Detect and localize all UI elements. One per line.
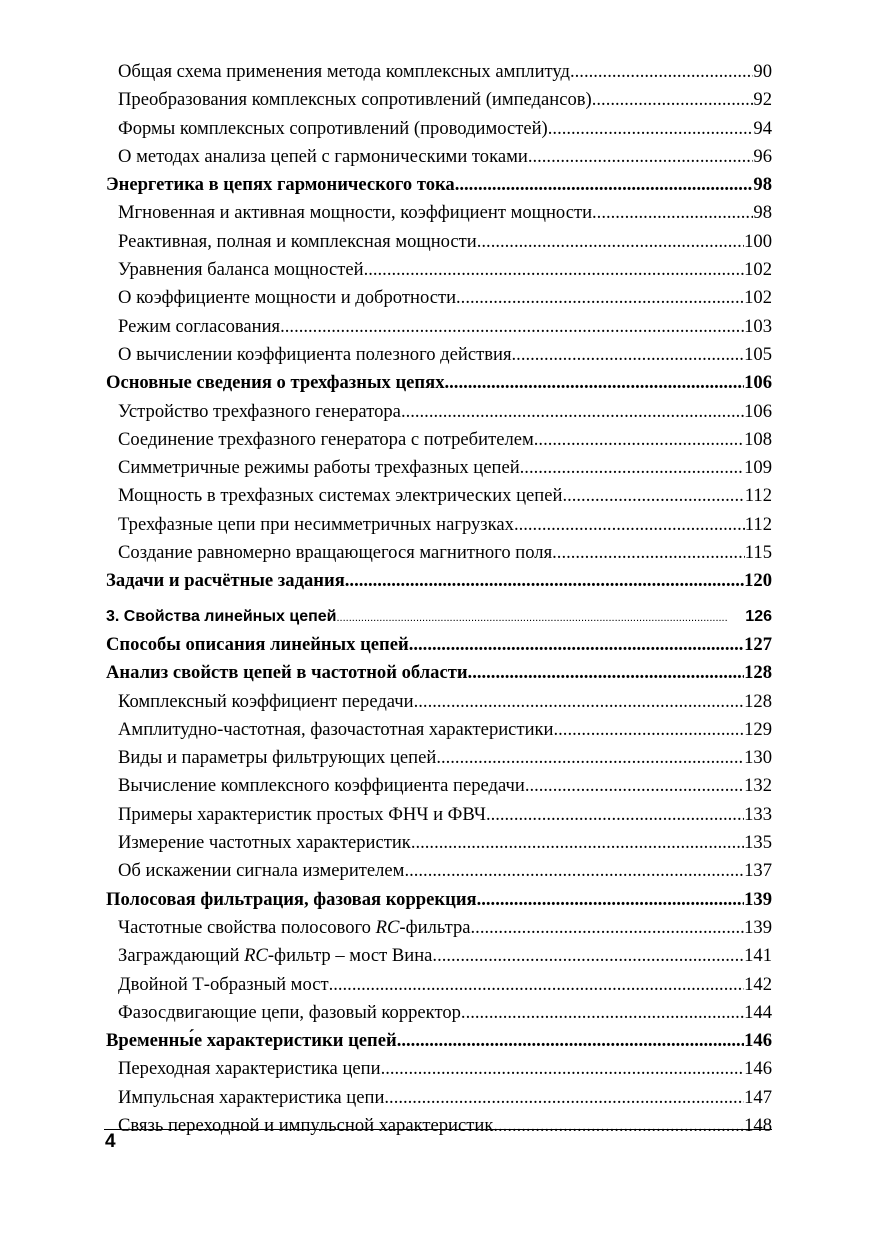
toc-entry-page: 112 [744, 513, 772, 535]
toc-entry-page: 147 [744, 1086, 772, 1108]
toc-entry-sub [106, 1112, 772, 1140]
toc-entry-title: Энергетика в цепях гармонического тока [106, 174, 455, 196]
toc-entry-title: Симметричные режимы работы трехфазных цепей [118, 457, 520, 479]
toc-entry-sect [106, 567, 772, 595]
dot-leader [493, 1112, 744, 1140]
toc-entry-page: 128 [744, 662, 772, 684]
toc-entry-sect [106, 886, 772, 914]
toc-entry-title: Частотные свойства полосового RC-фильтра [118, 916, 471, 938]
toc-entry-title: Измерение частотных характеристик [118, 832, 411, 854]
toc-entry-title: Примеры характеристик простых ФНЧ и ФВЧ [118, 803, 486, 825]
toc-entry-page: 146 [744, 1030, 772, 1052]
toc-entry-title: Соединение трехфазного генератора с потребителем [118, 428, 534, 450]
toc-entry-sect [106, 1027, 772, 1055]
dot-leader [548, 115, 754, 143]
toc-entry-sub [106, 744, 772, 772]
toc-entry-sub [106, 999, 772, 1027]
toc-entry-title: Реактивная, полная и комплексная мощности [118, 230, 477, 252]
toc-entry-sub [106, 58, 772, 86]
dot-leader [456, 284, 744, 312]
toc-entry-page: 128 [744, 690, 772, 712]
toc-entry-page: 137 [744, 860, 772, 882]
toc-entry-title: Вычисление комплексного коэффициента передачи [118, 775, 525, 797]
toc-entry-sub [106, 716, 772, 744]
toc-entry-sub [106, 341, 772, 369]
dot-leader [477, 886, 745, 914]
dot-leader [468, 659, 745, 687]
toc-entry-title: Режим согласования [118, 315, 281, 337]
toc-entry-sub [106, 454, 772, 482]
toc-entry-title: О методах анализа цепей с гармоническими токами [118, 145, 528, 167]
dot-leader [329, 971, 745, 999]
toc-entry-title: Формы комплексных сопротивлений (проводимостей) [118, 117, 548, 139]
dot-leader [592, 199, 753, 227]
toc-entry-title: Виды и параметры фильтрующих цепей [118, 747, 437, 769]
dot-leader [570, 58, 753, 86]
toc-entry-title: Основные сведения о трехфазных цепях [106, 372, 445, 394]
toc-entry-sub [106, 86, 772, 114]
toc-entry-sub [106, 1084, 772, 1112]
dot-leader [520, 454, 744, 482]
toc-entry-sub [106, 772, 772, 800]
dot-leader [436, 744, 744, 772]
toc-entry-sub [106, 1055, 772, 1083]
toc-entry-page: 130 [744, 747, 772, 769]
toc-entry-title: Трехфазные цепи при несимметричных нагрузках [118, 513, 514, 535]
toc-entry-sub [106, 914, 772, 942]
toc-entry-sub [106, 199, 772, 227]
dot-leader [401, 398, 744, 426]
toc-entry-sect [106, 631, 772, 659]
toc-entry-page: 92 [753, 89, 772, 111]
toc-entry-page: 98 [753, 202, 772, 224]
dot-leader [486, 801, 744, 829]
toc-entry-title: Мощность в трехфазных системах электрических цепей [118, 485, 563, 507]
toc-entry-title: Фазосдвигающие цепи, фазовый корректор [118, 1001, 461, 1023]
toc-entry-title: Преобразования комплексных сопротивлений (импедансов) [118, 89, 592, 111]
dot-leader [411, 829, 744, 857]
page-number: 4 [105, 1131, 116, 1152]
toc-entry-page: 129 [744, 718, 772, 740]
toc-entry-title: Мгновенная и активная мощности, коэффициент мощности [118, 202, 593, 224]
dot-leader [414, 688, 744, 716]
toc-entry-page: 106 [744, 372, 772, 394]
toc-entry-title: Импульсная характеристика цепи [118, 1086, 385, 1108]
toc-entry-sect [106, 171, 772, 199]
toc-entry-chap [106, 603, 772, 631]
dot-leader [512, 341, 745, 369]
toc-entry-sub [106, 313, 772, 341]
dot-leader [336, 604, 727, 632]
dot-leader [514, 511, 745, 539]
toc-entry-page: 94 [753, 117, 772, 139]
toc-entry-page: 108 [744, 428, 772, 450]
toc-entry-title: Амплитудно-частотная, фазочастотная характеристики [118, 718, 554, 740]
toc-entry-title: Уравнения баланса мощностей [118, 259, 364, 281]
dot-leader [477, 228, 744, 256]
dot-leader [592, 86, 754, 114]
toc-entry-sub [106, 426, 772, 454]
dot-leader [409, 631, 744, 659]
toc-entry-sect [106, 659, 772, 687]
toc-entry-page: 100 [744, 230, 772, 252]
dot-leader [562, 482, 744, 510]
toc-entry-page: 139 [744, 888, 772, 910]
dot-leader [552, 539, 745, 567]
dot-leader [525, 772, 744, 800]
toc-entry-title: Общая схема применения метода комплексных амплитуд [118, 61, 570, 82]
toc-entry-page: 148 [744, 1114, 772, 1136]
toc-entry-page: 141 [744, 945, 772, 967]
dot-leader [471, 914, 745, 942]
toc-entry-sub [106, 971, 772, 999]
toc-entry-sub [106, 143, 772, 171]
toc-entry-title: Создание равномерно вращающегося магнитного поля [118, 542, 553, 564]
toc-entry-sub [106, 256, 772, 284]
toc-entry-page: 120 [744, 570, 772, 592]
toc-entry-page: 106 [744, 400, 772, 422]
toc-entry-sub [106, 857, 772, 885]
toc-entry-title: Полосовая фильтрация, фазовая коррекция [106, 888, 477, 910]
toc-entry-page: 109 [744, 457, 772, 479]
toc-entry-page: 103 [744, 315, 772, 337]
toc-entry-page: 133 [744, 803, 772, 825]
toc-entry-title: Устройство трехфазного генератора [118, 400, 401, 422]
dot-leader [345, 567, 744, 595]
toc-entry-sub [106, 482, 772, 510]
toc-entry-page: 102 [744, 287, 772, 309]
toc-entry-title: Об искажении сигнала измерителем [118, 860, 405, 882]
dot-leader [528, 143, 754, 171]
dot-leader [432, 942, 744, 970]
dot-leader [404, 857, 744, 885]
dot-leader [445, 369, 745, 397]
toc-entry-page: 127 [744, 633, 772, 655]
toc-entry-page: 135 [744, 832, 772, 854]
toc-entry-page: 126 [745, 607, 772, 625]
table-of-contents [106, 58, 772, 1140]
toc-entry-title: Задачи и расчётные задания [106, 570, 345, 592]
toc-entry-sub [106, 398, 772, 426]
toc-entry-page: 112 [744, 485, 772, 507]
toc-entry-page: 102 [744, 259, 772, 281]
dot-leader [280, 313, 744, 341]
toc-entry-title: Временны́е характеристики цепей [106, 1030, 397, 1052]
toc-entry-sub [106, 539, 772, 567]
toc-entry-sub [106, 228, 772, 256]
toc-entry-page: 105 [744, 343, 772, 365]
dot-leader [534, 426, 744, 454]
dot-leader [397, 1027, 744, 1055]
toc-entry-title: Связь переходной и импульсной характеристик [118, 1114, 494, 1136]
toc-entry-page: 142 [744, 973, 772, 995]
toc-entry-page: 115 [744, 542, 772, 564]
toc-entry-page: 132 [744, 775, 772, 797]
toc-entry-title: 3. Свойства линейных цепей [106, 607, 337, 625]
toc-entry-title: Анализ свойств цепей в частотной области [106, 662, 468, 684]
toc-entry-sub [106, 115, 772, 143]
toc-entry-page: 96 [753, 145, 772, 167]
dot-leader [554, 716, 745, 744]
toc-entry-sub [106, 511, 772, 539]
toc-entry-title: Заграждающий RC-фильтр – мост Вина [118, 945, 433, 967]
toc-entry-title: Способы описания линейных цепей [106, 633, 409, 655]
dot-leader [455, 171, 754, 199]
toc-entry-sub [106, 688, 772, 716]
dot-leader [381, 1055, 745, 1083]
toc-entry-title: О коэффициенте мощности и добротности [118, 287, 457, 309]
toc-entry-page: 98 [753, 174, 772, 196]
toc-entry-page: 139 [744, 916, 772, 938]
dot-leader [384, 1084, 744, 1112]
toc-entry-page: 146 [744, 1058, 772, 1080]
toc-entry-title: Комплексный коэффициент передачи [118, 690, 414, 712]
toc-entry-title: О вычислении коэффициента полезного действия [118, 343, 512, 365]
footer-rule [104, 1129, 772, 1130]
toc-entry-page: 90 [753, 61, 772, 82]
toc-entry-page: 144 [744, 1001, 772, 1023]
dot-leader [364, 256, 745, 284]
toc-entry-sect [106, 369, 772, 397]
toc-entry-sub [106, 284, 772, 312]
toc-entry-sub [106, 829, 772, 857]
toc-entry-title: Двойной Т-образный мост [118, 973, 329, 995]
toc-entry-title: Переходная характеристика цепи [118, 1058, 381, 1080]
dot-leader [461, 999, 744, 1027]
toc-entry-sub [106, 801, 772, 829]
toc-entry-sub [106, 942, 772, 970]
